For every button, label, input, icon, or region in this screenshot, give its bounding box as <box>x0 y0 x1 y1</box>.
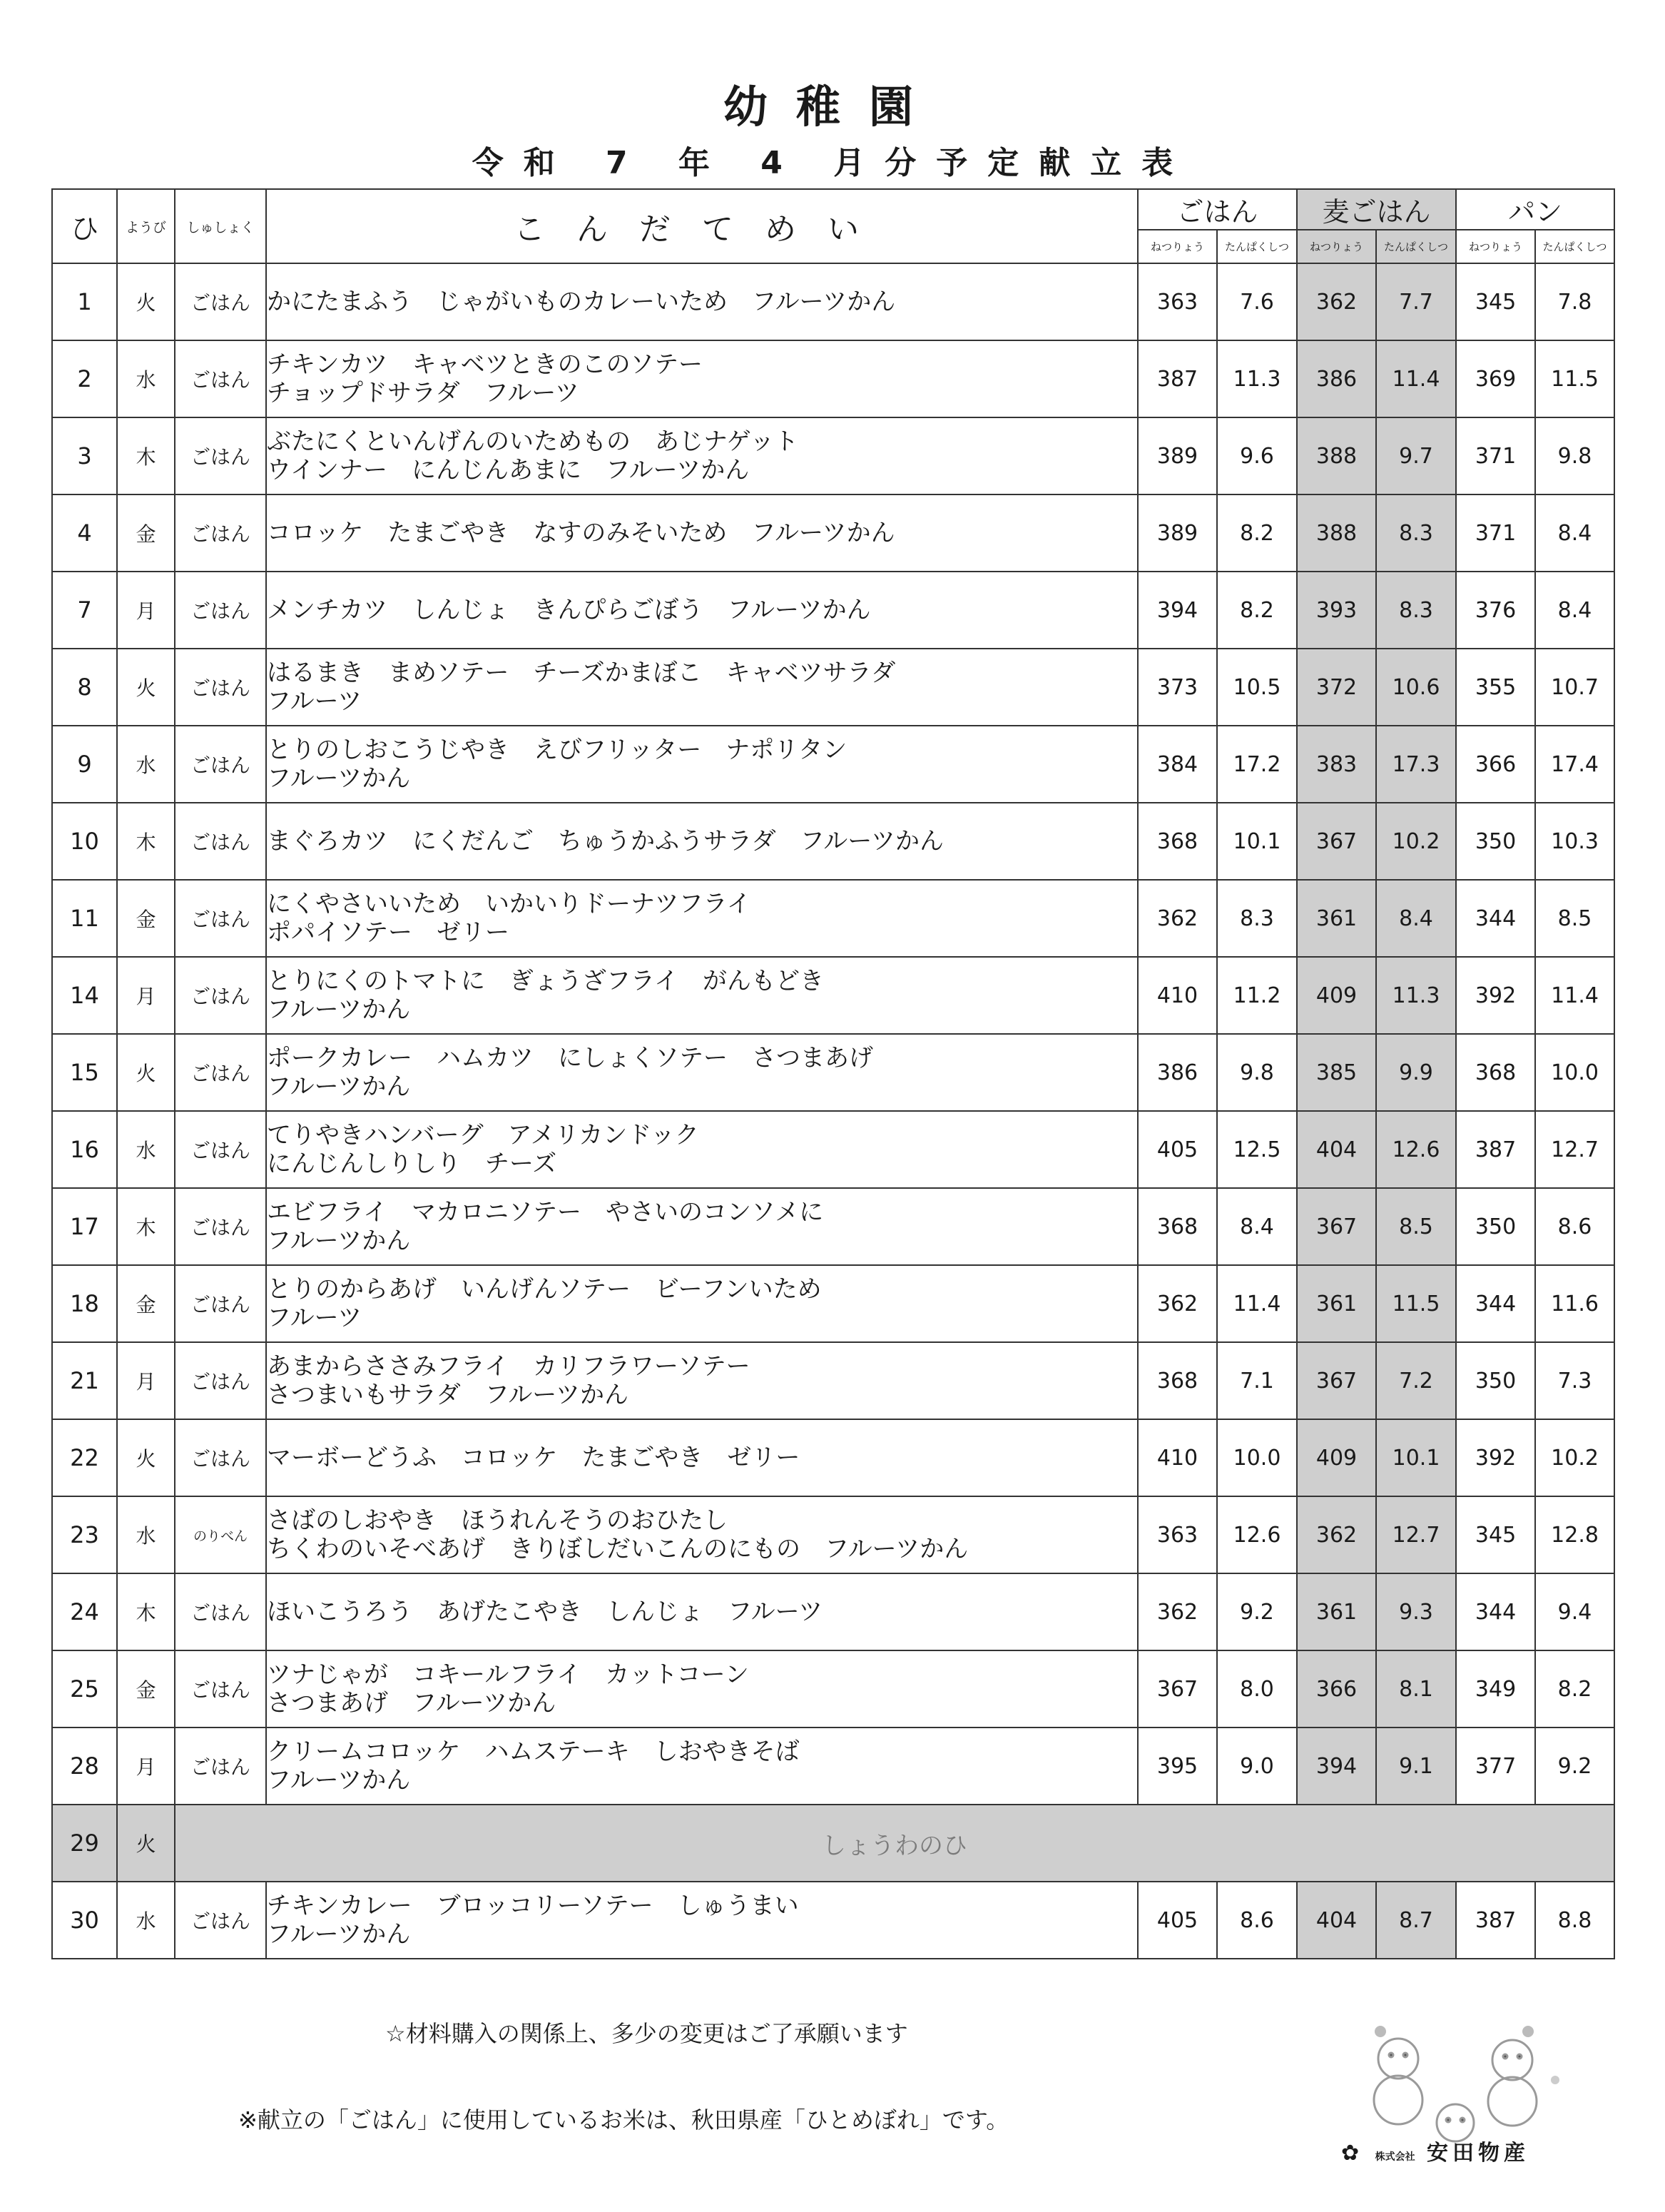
bread-energy-cell: 377 <box>1456 1728 1535 1805</box>
barley-energy-cell: 362 <box>1297 263 1376 340</box>
rice-energy-cell: 395 <box>1138 1728 1217 1805</box>
day-cell: 17 <box>52 1188 117 1265</box>
rice-protein-cell: 7.6 <box>1217 263 1297 340</box>
bread-protein-cell: 10.3 <box>1535 803 1614 880</box>
menu-items-cell <box>266 340 1138 417</box>
rice-protein-cell: 8.6 <box>1217 1882 1297 1959</box>
header-bread: パン <box>1456 189 1614 230</box>
menu-items-cell <box>266 1188 1138 1265</box>
weekday-cell: 木 <box>117 1188 175 1265</box>
menu-line: フルーツかん <box>267 1072 411 1101</box>
menu-line: メンチカツ しんじょ きんぴらごぼう フルーツかん <box>267 596 871 624</box>
barley-energy-cell: 383 <box>1297 726 1376 803</box>
menu-items-cell <box>266 1342 1138 1419</box>
menu-table <box>51 188 1615 1959</box>
menu-line: マーボーどうふ コロッケ たまごやき ゼリー <box>267 1444 800 1472</box>
barley-energy-cell: 404 <box>1297 1882 1376 1959</box>
holiday-cell: しょうわのひ <box>175 1805 1614 1882</box>
bread-protein-cell: 10.7 <box>1535 649 1614 726</box>
bread-energy-cell: 392 <box>1456 1419 1535 1496</box>
rice-protein-cell: 11.3 <box>1217 340 1297 417</box>
bread-energy-cell: 344 <box>1456 1573 1535 1650</box>
barley-energy-cell: 372 <box>1297 649 1376 726</box>
bread-energy-cell: 368 <box>1456 1034 1535 1111</box>
bread-energy-cell: 371 <box>1456 494 1535 572</box>
barley-energy-cell: 393 <box>1297 572 1376 649</box>
weekday-cell: 月 <box>117 957 175 1034</box>
menu-row <box>52 880 1614 957</box>
day-cell: 28 <box>52 1728 117 1805</box>
rice-energy-cell: 367 <box>1138 1650 1217 1728</box>
menu-line: チョップドサラダ フルーツ <box>267 379 579 407</box>
staple-cell: ごはん <box>175 1265 266 1342</box>
menu-row <box>52 803 1614 880</box>
header-bread-energy: ねつりょう <box>1456 230 1535 263</box>
header-dow: ようび <box>117 189 175 263</box>
barley-protein-cell: 11.5 <box>1376 1265 1456 1342</box>
menu-items-cell <box>266 263 1138 340</box>
weekday-cell: 水 <box>117 1496 175 1573</box>
menu-row <box>52 494 1614 572</box>
header-barley-protein: たんぱくしつ <box>1376 230 1456 263</box>
menu-items-cell <box>266 494 1138 572</box>
menu-line: ポークカレー ハムカツ にしょくソテー さつまあげ <box>267 1044 873 1072</box>
menu-line: さばのしおやき ほうれんそうのおひたし <box>267 1506 728 1535</box>
rice-protein-cell: 17.2 <box>1217 726 1297 803</box>
barley-protein-cell: 12.6 <box>1376 1111 1456 1188</box>
header-menu: こんだてめい <box>266 189 1138 263</box>
rice-protein-cell: 10.0 <box>1217 1419 1297 1496</box>
bread-protein-cell: 9.2 <box>1535 1728 1614 1805</box>
bread-protein-cell: 8.4 <box>1535 572 1614 649</box>
bread-protein-cell: 8.6 <box>1535 1188 1614 1265</box>
menu-line: ぶたにくといんげんのいためもの あじナゲット <box>267 427 799 456</box>
menu-items-cell <box>266 1111 1138 1188</box>
barley-protein-cell: 11.3 <box>1376 957 1456 1034</box>
weekday-cell: 火 <box>117 1034 175 1111</box>
menu-items-cell <box>266 1419 1138 1496</box>
rice-protein-cell: 9.6 <box>1217 417 1297 494</box>
barley-energy-cell: 386 <box>1297 340 1376 417</box>
staple-cell: ごはん <box>175 880 266 957</box>
barley-protein-cell: 8.5 <box>1376 1188 1456 1265</box>
menu-line: フルーツかん <box>267 1920 411 1949</box>
rice-energy-cell: 384 <box>1138 726 1217 803</box>
menu-line: はるまき まめソテー チーズかまぼこ キャベツサラダ <box>267 659 896 687</box>
bread-protein-cell: 11.5 <box>1535 340 1614 417</box>
bread-protein-cell: 9.4 <box>1535 1573 1614 1650</box>
rice-energy-cell: 405 <box>1138 1882 1217 1959</box>
barley-protein-cell: 8.3 <box>1376 572 1456 649</box>
menu-line: ちくわのいそべあげ きりぼしだいこんのにもの フルーツかん <box>267 1535 969 1563</box>
menu-line: ほいこうろう あげたこやき しんじょ フルーツ <box>267 1598 823 1626</box>
day-cell: 29 <box>52 1805 117 1882</box>
weekday-cell: 金 <box>117 1265 175 1342</box>
bread-protein-cell: 10.0 <box>1535 1034 1614 1111</box>
menu-line: かにたまふう じゃがいものカレーいため フルーツかん <box>267 288 896 316</box>
weekday-cell: 木 <box>117 417 175 494</box>
menu-line: フルーツかん <box>267 764 411 793</box>
menu-line: てりやきハンバーグ アメリカンドック <box>267 1121 699 1150</box>
bread-protein-cell: 11.4 <box>1535 957 1614 1034</box>
barley-protein-cell: 8.3 <box>1376 494 1456 572</box>
day-cell: 10 <box>52 803 117 880</box>
day-cell: 8 <box>52 649 117 726</box>
menu-line: ツナじゃが コキールフライ カットコーン <box>267 1660 749 1689</box>
header-day: ひ <box>52 189 117 263</box>
day-cell: 14 <box>52 957 117 1034</box>
menu-line: まぐろカツ にくだんご ちゅうかふうサラダ フルーツかん <box>267 827 944 856</box>
bread-energy-cell: 344 <box>1456 1265 1535 1342</box>
weekday-cell: 金 <box>117 880 175 957</box>
weekday-cell: 水 <box>117 726 175 803</box>
rice-energy-cell: 368 <box>1138 1188 1217 1265</box>
barley-protein-cell: 8.4 <box>1376 880 1456 957</box>
menu-items-cell <box>266 1496 1138 1573</box>
rice-protein-cell: 11.4 <box>1217 1265 1297 1342</box>
rice-energy-cell: 368 <box>1138 803 1217 880</box>
bread-energy-cell: 387 <box>1456 1111 1535 1188</box>
bread-energy-cell: 366 <box>1456 726 1535 803</box>
weekday-cell: 木 <box>117 1573 175 1650</box>
menu-line: とりのしおこうじやき えびフリッター ナポリタン <box>267 736 847 764</box>
page-subtitle: 令和 7 年 4 月分予定献立表 <box>472 145 1193 181</box>
menu-line: フルーツかん <box>267 995 411 1024</box>
bread-energy-cell: 345 <box>1456 263 1535 340</box>
day-cell: 18 <box>52 1265 117 1342</box>
staple-cell: ごはん <box>175 1034 266 1111</box>
menu-items-cell <box>266 880 1138 957</box>
rice-protein-cell: 9.2 <box>1217 1573 1297 1650</box>
bread-energy-cell: 349 <box>1456 1650 1535 1728</box>
menu-row <box>52 1419 1614 1496</box>
weekday-cell: 月 <box>117 572 175 649</box>
bread-energy-cell: 387 <box>1456 1882 1535 1959</box>
menu-line: とりのからあげ いんげんソテー ビーフンいため <box>267 1275 822 1304</box>
menu-row <box>52 1265 1614 1342</box>
staple-cell: ごはん <box>175 957 266 1034</box>
bread-energy-cell: 350 <box>1456 803 1535 880</box>
weekday-cell: 月 <box>117 1342 175 1419</box>
staple-cell: ごはん <box>175 494 266 572</box>
day-cell: 1 <box>52 263 117 340</box>
barley-protein-cell: 10.1 <box>1376 1419 1456 1496</box>
barley-energy-cell: 404 <box>1297 1111 1376 1188</box>
menu-line: チキンカレー ブロッコリーソテー しゅうまい <box>267 1892 799 1920</box>
staple-cell: ごはん <box>175 1419 266 1496</box>
weekday-cell: 火 <box>117 263 175 340</box>
bread-protein-cell: 7.8 <box>1535 263 1614 340</box>
menu-line: チキンカツ キャベツときのこのソテー <box>267 350 703 379</box>
day-cell: 22 <box>52 1419 117 1496</box>
staple-cell: ごはん <box>175 1111 266 1188</box>
barley-protein-cell: 8.1 <box>1376 1650 1456 1728</box>
menu-row <box>52 417 1614 494</box>
menu-row <box>52 649 1614 726</box>
rice-protein-cell: 7.1 <box>1217 1342 1297 1419</box>
rice-protein-cell: 9.0 <box>1217 1728 1297 1805</box>
menu-row <box>52 1573 1614 1650</box>
menu-items-cell <box>266 1650 1138 1728</box>
barley-protein-cell: 7.7 <box>1376 263 1456 340</box>
staple-cell: ごはん <box>175 726 266 803</box>
day-cell: 21 <box>52 1342 117 1419</box>
bread-energy-cell: 355 <box>1456 649 1535 726</box>
company-name <box>1341 2135 1529 2166</box>
menu-row <box>52 1650 1614 1728</box>
rice-energy-cell: 405 <box>1138 1111 1217 1188</box>
weekday-cell: 金 <box>117 494 175 572</box>
menu-items-cell <box>266 803 1138 880</box>
day-cell: 30 <box>52 1882 117 1959</box>
barley-energy-cell: 367 <box>1297 803 1376 880</box>
rice-energy-cell: 410 <box>1138 957 1217 1034</box>
footer-note-rice: ※献立の「ごはん」に使用しているお米は、秋田県産「ひとめぼれ」です。 <box>238 2106 1009 2134</box>
weekday-cell: 月 <box>117 1728 175 1805</box>
page-title: 幼稚園 <box>723 81 942 133</box>
rice-protein-cell: 8.3 <box>1217 880 1297 957</box>
rice-protein-cell: 12.5 <box>1217 1111 1297 1188</box>
bread-energy-cell: 350 <box>1456 1188 1535 1265</box>
day-cell: 23 <box>52 1496 117 1573</box>
staple-cell: ごはん <box>175 1342 266 1419</box>
menu-row <box>52 1882 1614 1959</box>
header-barley-energy: ねつりょう <box>1297 230 1376 263</box>
staple-cell: ごはん <box>175 649 266 726</box>
bread-protein-cell: 8.5 <box>1535 880 1614 957</box>
barley-protein-cell: 12.7 <box>1376 1496 1456 1573</box>
menu-items-cell <box>266 1882 1138 1959</box>
menu-items-cell <box>266 1034 1138 1111</box>
barley-protein-cell: 10.2 <box>1376 803 1456 880</box>
rice-energy-cell: 362 <box>1138 880 1217 957</box>
company-seal-icon: ✿ <box>1341 2141 1364 2166</box>
barley-energy-cell: 362 <box>1297 1496 1376 1573</box>
menu-items-cell <box>266 649 1138 726</box>
day-cell: 2 <box>52 340 117 417</box>
staple-cell: ごはん <box>175 572 266 649</box>
menu-line: フルーツかん <box>267 1766 411 1795</box>
bread-energy-cell: 376 <box>1456 572 1535 649</box>
menu-row <box>52 263 1614 340</box>
staple-cell: ごはん <box>175 1882 266 1959</box>
menu-line: あまからささみフライ カリフラワーソテー <box>267 1352 750 1381</box>
rice-energy-cell: 363 <box>1138 263 1217 340</box>
barley-energy-cell: 361 <box>1297 1265 1376 1342</box>
bread-protein-cell: 9.8 <box>1535 417 1614 494</box>
bread-energy-cell: 344 <box>1456 880 1535 957</box>
menu-row <box>52 1342 1614 1419</box>
rice-protein-cell: 8.2 <box>1217 572 1297 649</box>
barley-protein-cell: 17.3 <box>1376 726 1456 803</box>
rice-energy-cell: 410 <box>1138 1419 1217 1496</box>
header-rice: ごはん <box>1138 189 1297 230</box>
rice-energy-cell: 362 <box>1138 1573 1217 1650</box>
day-cell: 4 <box>52 494 117 572</box>
day-cell: 24 <box>52 1573 117 1650</box>
weekday-cell: 木 <box>117 803 175 880</box>
barley-energy-cell: 367 <box>1297 1342 1376 1419</box>
menu-line: エビフライ マカロニソテー やさいのコンソメに <box>267 1198 824 1227</box>
menu-line: さつまいもサラダ フルーツかん <box>267 1381 628 1409</box>
rice-energy-cell: 389 <box>1138 494 1217 572</box>
bread-energy-cell: 345 <box>1456 1496 1535 1573</box>
menu-row <box>52 1496 1614 1573</box>
rice-energy-cell: 389 <box>1138 417 1217 494</box>
staple-cell: ごはん <box>175 263 266 340</box>
footer-note-changes: ☆材料購入の関係上、多少の変更はご了承願います <box>385 2020 908 2047</box>
bread-protein-cell: 12.7 <box>1535 1111 1614 1188</box>
barley-protein-cell: 11.4 <box>1376 340 1456 417</box>
staple-cell: ごはん <box>175 1188 266 1265</box>
header-barley-rice: 麦ごはん <box>1297 189 1456 230</box>
staple-cell: ごはん <box>175 1573 266 1650</box>
barley-energy-cell: 409 <box>1297 1419 1376 1496</box>
header-staple: しゅしょく <box>175 189 266 263</box>
bread-protein-cell: 10.2 <box>1535 1419 1614 1496</box>
menu-line: にくやさいいため いかいりドーナツフライ <box>267 890 751 918</box>
rice-protein-cell: 11.2 <box>1217 957 1297 1034</box>
weekday-cell: 水 <box>117 1111 175 1188</box>
menu-line: とりにくのトマトに ぎょうざフライ がんもどき <box>267 967 824 995</box>
barley-protein-cell: 9.7 <box>1376 417 1456 494</box>
rice-energy-cell: 386 <box>1138 1034 1217 1111</box>
bread-protein-cell: 8.4 <box>1535 494 1614 572</box>
bread-energy-cell: 371 <box>1456 417 1535 494</box>
barley-protein-cell: 8.7 <box>1376 1882 1456 1959</box>
menu-row <box>52 572 1614 649</box>
header-bread-protein: たんぱくしつ <box>1535 230 1614 263</box>
bread-protein-cell: 12.8 <box>1535 1496 1614 1573</box>
staple-cell: ごはん <box>175 1650 266 1728</box>
menu-items-cell <box>266 1573 1138 1650</box>
menu-row <box>52 1728 1614 1805</box>
menu-items-cell <box>266 572 1138 649</box>
menu-items-cell <box>266 957 1138 1034</box>
menu-row <box>52 1034 1614 1111</box>
barley-energy-cell: 385 <box>1297 1034 1376 1111</box>
staple-cell: ごはん <box>175 340 266 417</box>
bread-protein-cell: 8.2 <box>1535 1650 1614 1728</box>
company-prefix: 株式会社 <box>1375 2151 1415 2163</box>
barley-energy-cell: 388 <box>1297 494 1376 572</box>
rice-energy-cell: 373 <box>1138 649 1217 726</box>
bread-protein-cell: 11.6 <box>1535 1265 1614 1342</box>
day-cell: 11 <box>52 880 117 957</box>
staple-cell: ごはん <box>175 1728 266 1805</box>
barley-protein-cell: 7.2 <box>1376 1342 1456 1419</box>
bread-energy-cell: 392 <box>1456 957 1535 1034</box>
weekday-cell: 金 <box>117 1650 175 1728</box>
header-rice-energy: ねつりょう <box>1138 230 1217 263</box>
company-name-text: 安田物産 <box>1427 2141 1530 2166</box>
rice-protein-cell: 8.2 <box>1217 494 1297 572</box>
day-cell: 7 <box>52 572 117 649</box>
barley-energy-cell: 409 <box>1297 957 1376 1034</box>
staple-cell: ごはん <box>175 417 266 494</box>
menu-line: フルーツかん <box>267 1227 411 1255</box>
menu-items-cell <box>266 1728 1138 1805</box>
menu-line: フルーツ <box>267 1304 362 1332</box>
bread-protein-cell: 8.8 <box>1535 1882 1614 1959</box>
menu-items-cell <box>266 726 1138 803</box>
menu-line: さつまあげ フルーツかん <box>267 1689 556 1718</box>
weekday-cell: 火 <box>117 649 175 726</box>
rice-energy-cell: 394 <box>1138 572 1217 649</box>
menu-row <box>52 957 1614 1034</box>
menu-line: クリームコロッケ ハムステーキ しおやきそば <box>267 1737 800 1766</box>
weekday-cell: 水 <box>117 340 175 417</box>
menu-line: ウインナー にんじんあまに フルーツかん <box>267 456 750 484</box>
bread-protein-cell: 17.4 <box>1535 726 1614 803</box>
menu-row <box>52 1111 1614 1188</box>
weekday-cell: 火 <box>117 1805 175 1882</box>
menu-items-cell <box>266 1265 1138 1342</box>
barley-energy-cell: 388 <box>1297 417 1376 494</box>
menu-line: フルーツ <box>267 687 362 716</box>
day-cell: 16 <box>52 1111 117 1188</box>
menu-row <box>52 1188 1614 1265</box>
menu-row <box>52 340 1614 417</box>
bread-protein-cell: 7.3 <box>1535 1342 1614 1419</box>
day-cell: 25 <box>52 1650 117 1728</box>
rice-energy-cell: 368 <box>1138 1342 1217 1419</box>
rice-protein-cell: 9.8 <box>1217 1034 1297 1111</box>
rice-energy-cell: 363 <box>1138 1496 1217 1573</box>
menu-line: にんじんしりしり チーズ <box>267 1150 557 1178</box>
rice-energy-cell: 362 <box>1138 1265 1217 1342</box>
bread-energy-cell: 369 <box>1456 340 1535 417</box>
menu-line: コロッケ たまごやき なすのみそいため フルーツかん <box>267 519 895 547</box>
barley-energy-cell: 366 <box>1297 1650 1376 1728</box>
day-cell: 9 <box>52 726 117 803</box>
rice-protein-cell: 8.4 <box>1217 1188 1297 1265</box>
rice-protein-cell: 8.0 <box>1217 1650 1297 1728</box>
rice-protein-cell: 10.1 <box>1217 803 1297 880</box>
barley-energy-cell: 361 <box>1297 1573 1376 1650</box>
barley-energy-cell: 361 <box>1297 880 1376 957</box>
barley-protein-cell: 9.9 <box>1376 1034 1456 1111</box>
barley-protein-cell: 9.3 <box>1376 1573 1456 1650</box>
staple-cell: ごはん <box>175 803 266 880</box>
barley-protein-cell: 10.6 <box>1376 649 1456 726</box>
weekday-cell: 水 <box>117 1882 175 1959</box>
bread-energy-cell: 350 <box>1456 1342 1535 1419</box>
menu-row <box>52 726 1614 803</box>
header-rice-protein: たんぱくしつ <box>1217 230 1297 263</box>
day-cell: 15 <box>52 1034 117 1111</box>
barley-energy-cell: 394 <box>1297 1728 1376 1805</box>
day-cell: 3 <box>52 417 117 494</box>
menu-items-cell <box>266 417 1138 494</box>
weekday-cell: 火 <box>117 1419 175 1496</box>
menu-line: ポパイソテー ゼリー <box>267 918 509 947</box>
rice-protein-cell: 12.6 <box>1217 1496 1297 1573</box>
rice-protein-cell: 10.5 <box>1217 649 1297 726</box>
barley-energy-cell: 367 <box>1297 1188 1376 1265</box>
rice-energy-cell: 387 <box>1138 340 1217 417</box>
menu-row <box>52 1805 1614 1882</box>
staple-cell: のりべん <box>175 1496 266 1573</box>
barley-protein-cell: 9.1 <box>1376 1728 1456 1805</box>
